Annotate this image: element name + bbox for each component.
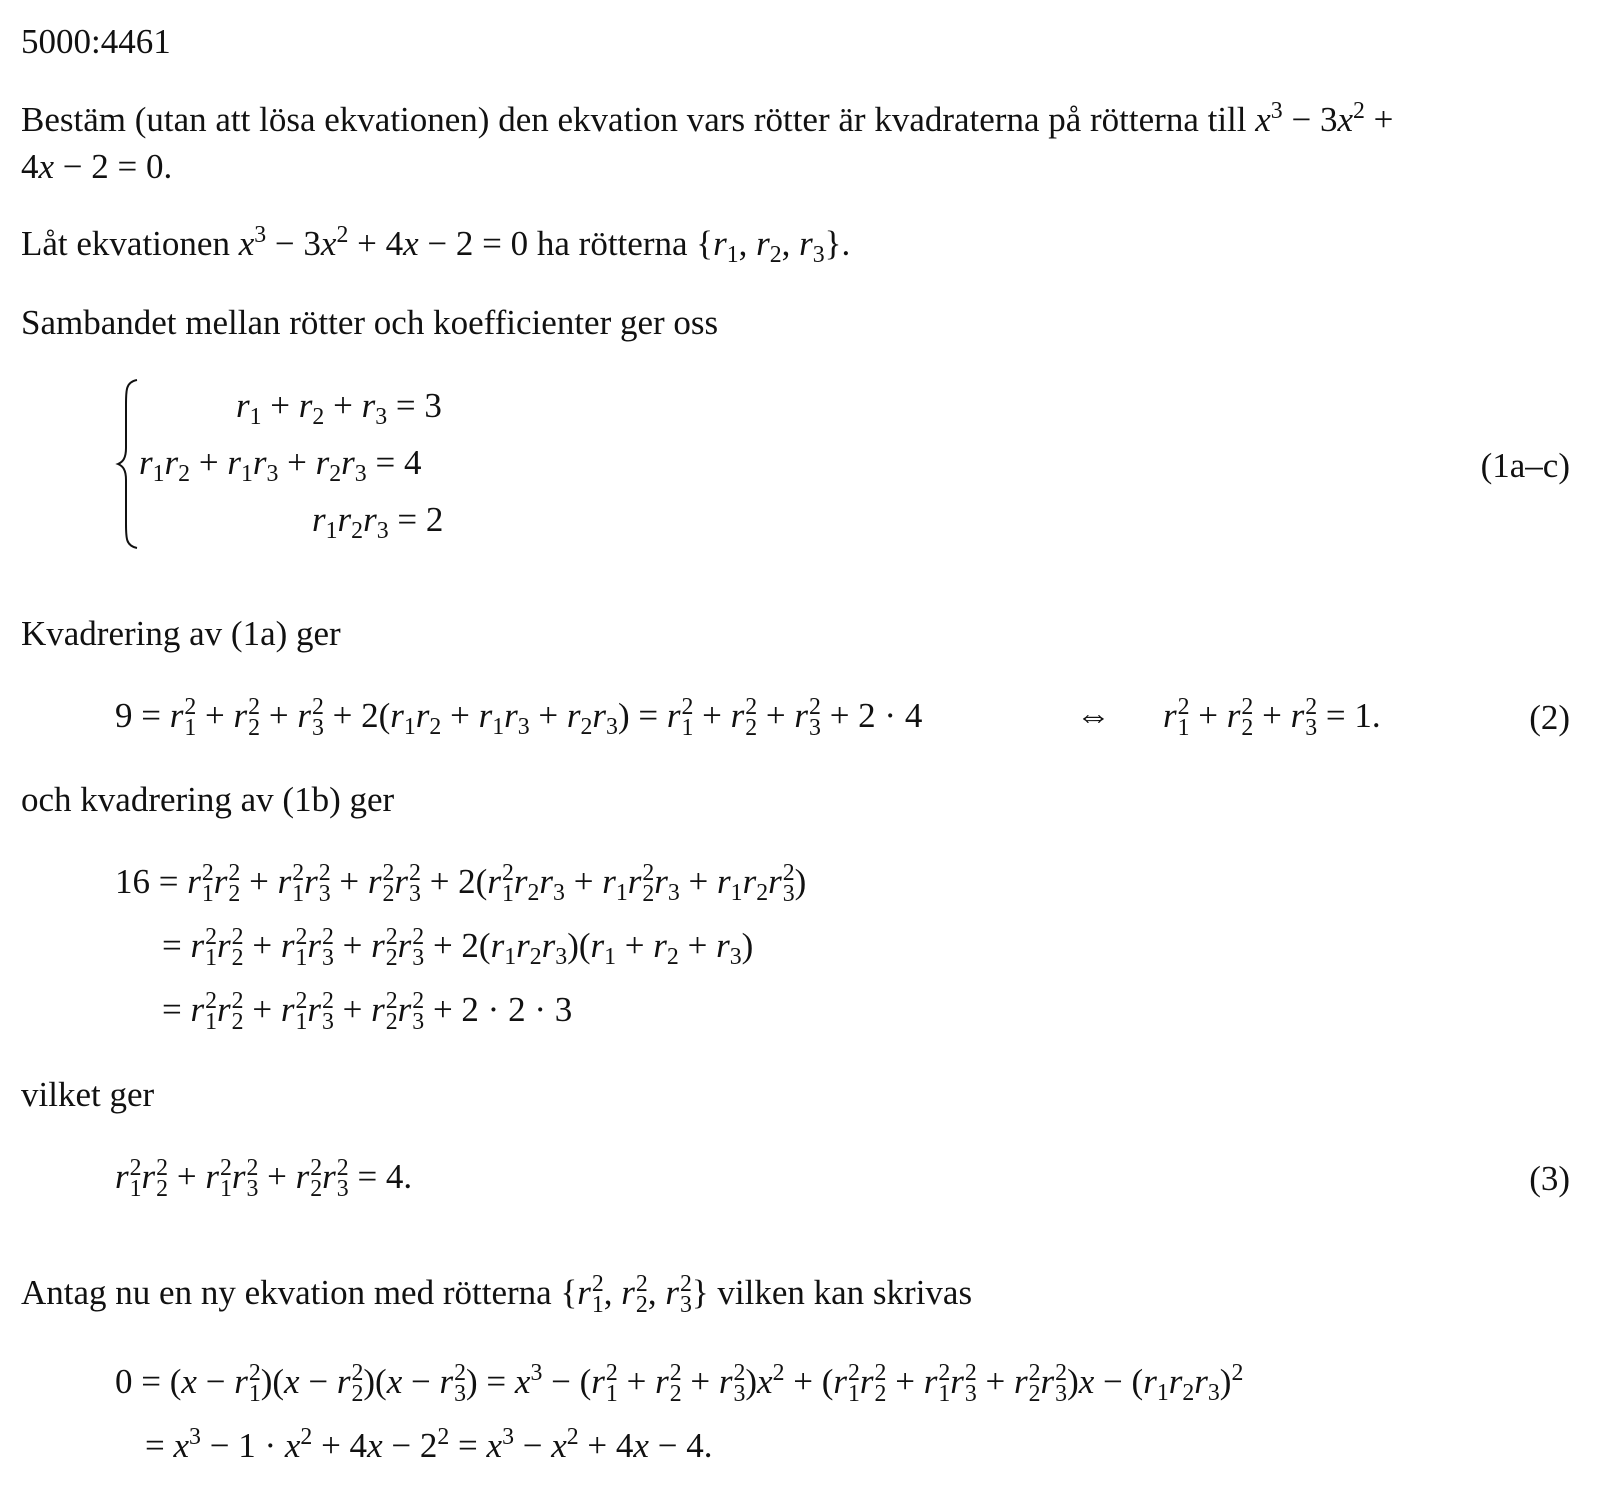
final-eq-line-2: = $x^3 - 1 \cdot x^2 + 4x - 2^2 = x^3 - x^2 + 4x - 4$. — [145, 1423, 713, 1465]
equation-number-1: (1a–c) — [1480, 446, 1570, 485]
eq-3: r 2 1 r 2 2 + r 2 1 r 2 3 + r 2 2 r 2 3 = 4. — [115, 1154, 413, 1203]
final-eq-line-1: 0 = (x − r 2 1 )(x − r 2 2 )(x − r 2 3 ) = $x^3 - (r$ 2 1 + r 2 2 + r 2 3 )$x^2 + (r$ 2 1 r 2 2 + r 2 1 r 2 3 + r 2 2 r 2 3 )$x - (r_1r_2r_3)^2$ — [115, 1359, 1244, 1408]
equation-number-3: (3) — [1529, 1159, 1570, 1198]
eq-1a: $r_1 + r_2 + r_3 = 3$ — [236, 386, 442, 430]
equation-number-2: (2) — [1529, 698, 1570, 737]
eq-16-line-2: = r 2 1 r 2 2 + r 2 1 r 2 3 + r 2 2 r 2 3 + $2(r_1r_2r_3)(r_1 + r_2 + r_3)$ — [162, 923, 754, 972]
assume-statement: Antag nu en ny ekvation med rötterna {r 2 1 , r 2 2 , r 2 3 } vilken kan skrivas — [21, 1270, 973, 1319]
eq-1c: $r_1r_2r_3 = 2$ — [312, 500, 444, 544]
iff-symbol: ⇔ — [1076, 696, 1111, 735]
problem-line-2: 4x − 2 = 0. — [21, 147, 173, 186]
which-gives-text: vilket ger — [21, 1075, 155, 1114]
problem-text: Bestäm (utan att lösa ekvationen) den ekvation vars rötter är kvadraterna på rötterna till — [21, 100, 1256, 139]
eq-16-line-3: = r 2 1 r 2 2 + r 2 1 r 2 3 + r 2 2 r 2 3 + 2 · 2 · 3 — [162, 987, 573, 1036]
doc-id: 5000:4461 — [21, 22, 171, 61]
relation-text: Sambandet mellan rötter och koefficienter ger oss — [21, 303, 719, 342]
square-1b-text: och kvadrering av (1b) ger — [21, 780, 395, 819]
problem-line-1: Bestäm (utan att lösa ekvationen) den ekvation vars rötter är kvadraterna på rötterna till $x^3 - 3x^2$ + — [21, 97, 1394, 139]
eq-2-result: r 2 1 + r 2 2 + r 2 3 = 1. — [1163, 693, 1381, 742]
eq-1b: $r_1r_2 + r_1r_3 + r_2r_3 = 4$ — [139, 443, 422, 487]
roots-statement: Låt ekvationen $x^3 - 3x^2 + 4x - 2 = 0$ ha rötterna {$r_1$, $r_2$, $r_3$}. — [21, 221, 851, 268]
square-1a-text: Kvadrering av (1a) ger — [21, 614, 341, 653]
eq-2: 9 = r 2 1 + r 2 2 + r 2 3 + $2(r_1r_2 + r_1r_3 + r_2r_3) = r$ 2 1 + r 2 2 + r 2 3 + 2 · 4 — [115, 693, 923, 742]
eq-16-line-1: 16 = r 2 1 r 2 2 + r 2 1 r 2 3 + r 2 2 r 2 3 + 2(r 2 1 $r_2r_3 + r_1r$ 2 2 $r_3 + r_1r_2r$ 2 3 ) — [115, 859, 807, 908]
